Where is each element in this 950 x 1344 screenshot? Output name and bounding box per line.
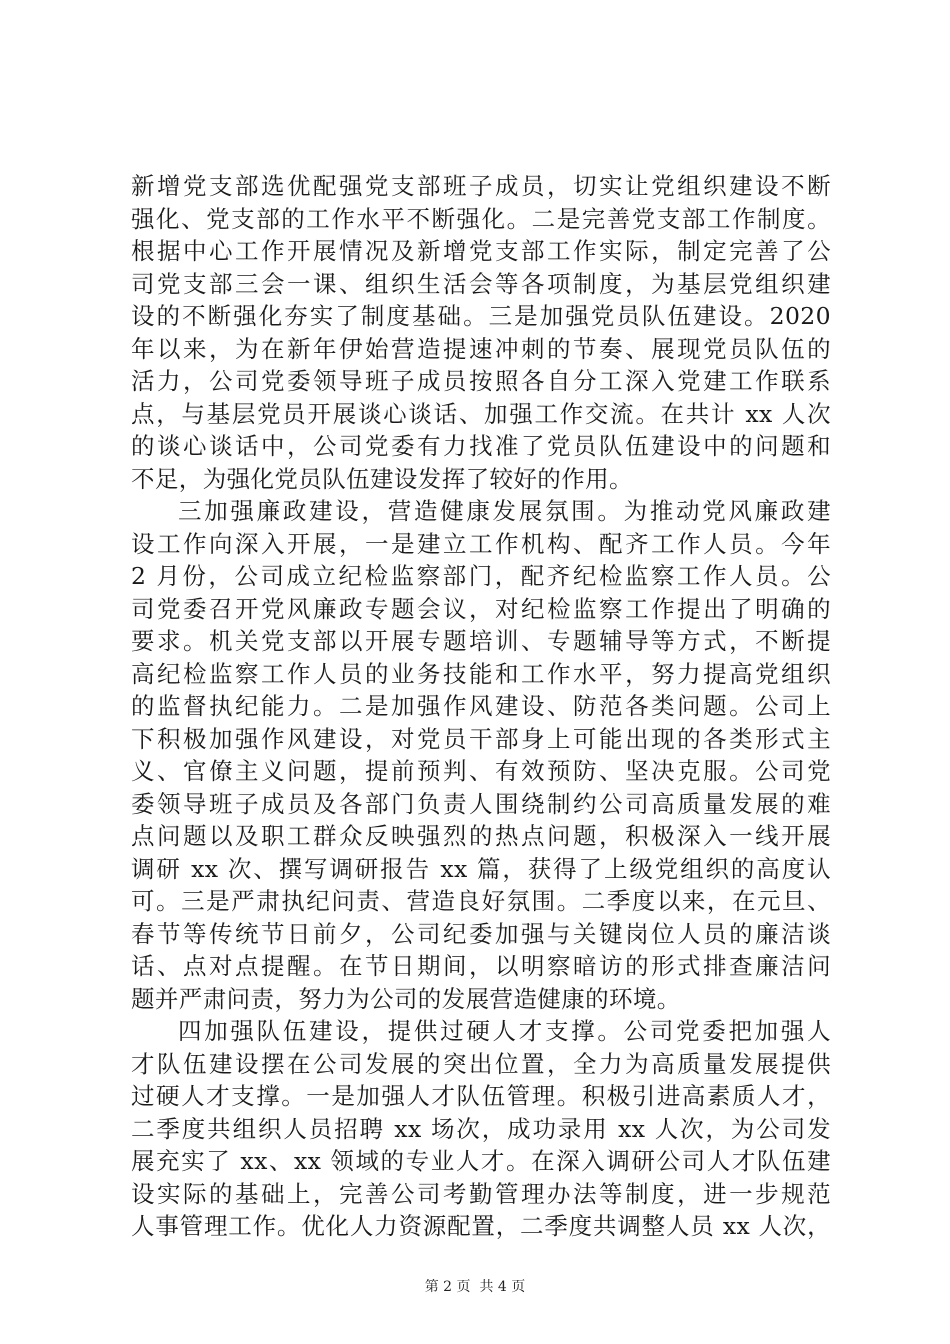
text-line: 才队伍建设摆在公司发展的突出位置，全力为高质量发展提供 bbox=[131, 1049, 831, 1078]
text-line: 司党支部三会一课、组织生活会等各项制度，为基层党组织建 bbox=[131, 269, 831, 298]
text-line: 设工作向深入开展，一是建立工作机构、配齐工作人员。今年 bbox=[131, 529, 831, 558]
text-line: 的监督执纪能力。二是加强作风建设、防范各类问题。公司上 bbox=[131, 692, 831, 720]
text-line: 调研 xx 次、撰写调研报告 xx 篇，获得了上级党组织的高度认 bbox=[131, 854, 831, 883]
text-line: 话、点对点提醒。在节日期间，以明察暗访的形式排查廉洁问 bbox=[131, 952, 831, 980]
text-line: 设实际的基础上，完善公司考勤管理办法等制度，进一步规范 bbox=[131, 1179, 831, 1208]
text-line: 要求。机关党支部以开展专题培训、专题辅导等方式，不断提 bbox=[131, 627, 831, 655]
text-line: 不足，为强化党员队伍建设发挥了较好的作用。 bbox=[131, 464, 633, 493]
page-footer bbox=[0, 1278, 950, 1296]
text-line: 设的不断强化夯实了制度基础。三是加强党员队伍建设。2020 bbox=[131, 302, 831, 330]
text-line: 二季度共组织人员招聘 xx 场次，成功录用 xx 人次，为公司发 bbox=[131, 1114, 831, 1143]
text-line: 根据中心工作开展情况及新增党支部工作实际，制定完善了公 bbox=[131, 237, 831, 265]
text-line: 下积极加强作风建设，对党员干部身上可能出现的各类形式主 bbox=[131, 724, 831, 753]
text-line: 人事管理工作。优化人力资源配置，二季度共调整人员 xx 人次， bbox=[131, 1212, 831, 1240]
text-line: 题并严肃问责，努力为公司的发展营造健康的环境。 bbox=[131, 984, 681, 1013]
text-line: 过硬人才支撑。一是加强人才队伍管理。积极引进高素质人才， bbox=[131, 1082, 831, 1110]
text-line: 委领导班子成员及各部门负责人围绕制约公司高质量发展的难 bbox=[131, 789, 831, 818]
text-line: 司党委召开党风廉政专题会议，对纪检监察工作提出了明确的 bbox=[131, 594, 831, 623]
text-line: 年以来，为在新年伊始营造提速冲刺的节奏、展现党员队伍的 bbox=[131, 334, 831, 363]
text-line: 春节等传统节日前夕，公司纪委加强与关键岗位人员的廉洁谈 bbox=[131, 919, 831, 948]
document-body bbox=[131, 170, 831, 1243]
text-line: 活力，公司党委领导班子成员按照各自分工深入党建工作联系 bbox=[131, 367, 831, 395]
text-line: 义、官僚主义问题，提前预判、有效预防、坚决克服。公司党 bbox=[131, 757, 831, 785]
text-line: 2 月份，公司成立纪检监察部门，配齐纪检监察工作人员。公 bbox=[131, 562, 831, 590]
text-line: 展充实了 xx、xx 领域的专业人才。在深入调研公司人才队伍建 bbox=[131, 1147, 831, 1175]
page-total: 共 4 页 bbox=[479, 1279, 526, 1295]
page-number: 第 2 页 bbox=[424, 1279, 471, 1295]
text-line: 高纪检监察工作人员的业务技能和工作水平，努力提高党组织 bbox=[131, 659, 831, 688]
text-line: 强化、党支部的工作水平不断强化。二是完善党支部工作制度。 bbox=[131, 204, 831, 233]
paragraph-first-line: 四加强队伍建设，提供过硬人才支撑。公司党委把加强人 bbox=[178, 1017, 831, 1045]
text-line: 的谈心谈话中，公司党委有力找准了党员队伍建设中的问题和 bbox=[131, 432, 831, 460]
text-line: 点，与基层党员开展谈心谈话、加强工作交流。在共计 xx 人次 bbox=[131, 399, 831, 428]
text-line: 可。三是严肃执纪问责、营造良好氛围。二季度以来，在元旦、 bbox=[131, 887, 831, 915]
text-line: 点问题以及职工群众反映强烈的热点问题，积极深入一线开展 bbox=[131, 822, 831, 850]
paragraph-first-line: 三加强廉政建设，营造健康发展氛围。为推动党风廉政建 bbox=[178, 497, 831, 525]
text-line: 新增党支部选优配强党支部班子成员，切实让党组织建设不断 bbox=[131, 172, 831, 200]
